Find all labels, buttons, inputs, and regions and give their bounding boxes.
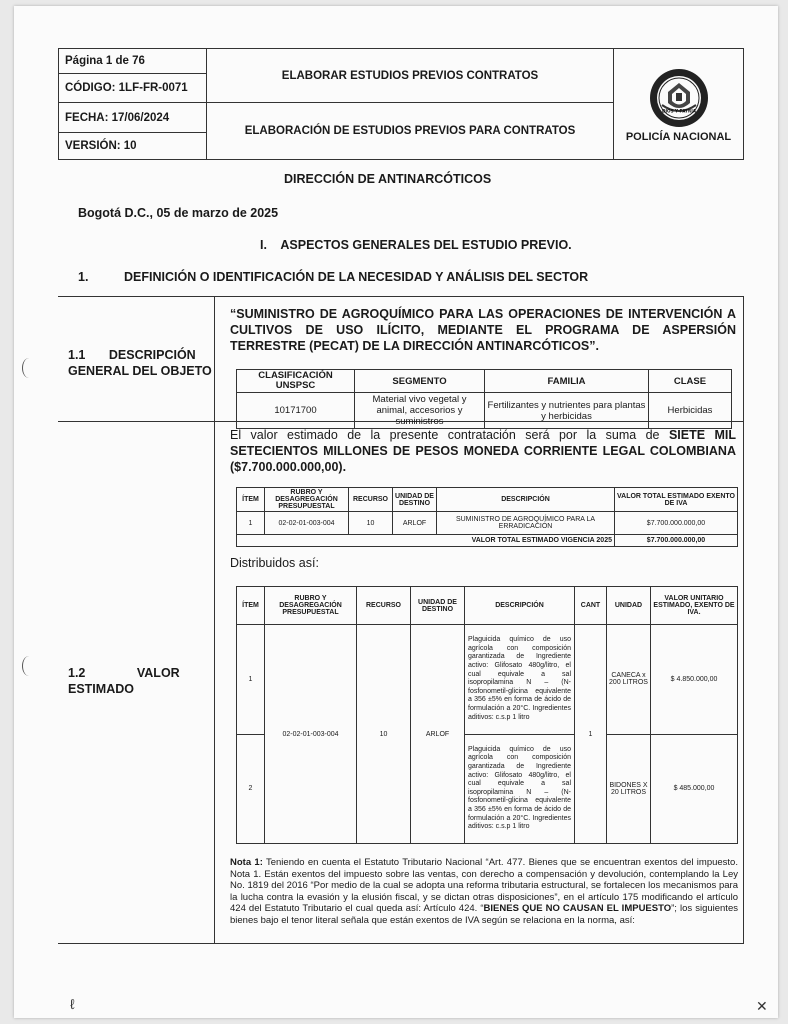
place-date: Bogotá D.C., 05 de marzo de 2025 xyxy=(78,206,279,220)
unspsc-header-clasificacion: CLASIFICACIÓN UNSPSC xyxy=(237,370,355,393)
unspsc-header-segmento: SEGMENTO xyxy=(355,370,485,393)
unspsc-familia: Fertilizantes y nutrientes para plantas y herbicidas xyxy=(485,393,649,429)
dist-valor-2: $ 485.000,00 xyxy=(651,734,738,844)
process-title: ELABORAR ESTUDIOS PREVIOS CONTRATOS xyxy=(207,49,614,103)
logo-label: POLICÍA NACIONAL xyxy=(625,131,732,143)
section-title: I. ASPECTOS GENERALES DEL ESTUDIO PREVIO. xyxy=(260,238,572,252)
nota-text-2: ”; los siguientes bienes bajo el tenor literal señala que están exentos de IVA según se relaciona en la norma, así: xyxy=(230,903,738,926)
dist-desc-1: Plaguicida químico de uso agrícola con composición garantizada de Ingrediente activo: Glifosato 480g/litro, el cual equivale a sal isopropilamina N – (N-fosfonometil-glicina equivalente a 356 ±5% en forma de ácido de formulación a 20°C. Ingredientes aditivos: c.s.p 1 litro xyxy=(465,625,575,735)
objeto-label-num: 1.1 xyxy=(68,348,86,362)
summary-valor: $7.700.000.000,00 xyxy=(615,512,738,534)
valor-text-intro: El valor estimado de la presente contratación será por la suma de xyxy=(230,428,669,442)
dist-valor-1: $ 4.850.000,00 xyxy=(651,625,738,735)
page-count: Página 1 de 76 xyxy=(59,49,207,74)
dist-item-2: 2 xyxy=(237,734,265,844)
unspsc-clase: Herbicidas xyxy=(649,393,732,429)
nota-text-1: Teniendo en cuenta el Estatuto Tributario Nacional “Art. 477. Bienes que se encuentran exentos del impuesto. Nota 1. Están exentos del impuesto sobre las ventas, con derecho a compensación y devolución, contemplando la Ley No. 1819 del 2016 “Por medio de la cual se adopta una reforma tributaria estructural, se fortalecen los mecanismos para la lucha contra la evasión y la elusión fiscal, y se dictan otras disposiciones”, en el artículo 175 modificando el artículo 424 del Estatuto Tributario el cual queda así: Artículo 424. “ xyxy=(230,857,738,915)
corner-mark: ✕ xyxy=(756,998,768,1014)
objeto-label xyxy=(68,347,212,379)
dist-unidad-2: BIDONES X 20 LITROS xyxy=(607,734,651,844)
summary-destino: ARLOF xyxy=(393,512,437,534)
document-date: FECHA: 17/06/2024 xyxy=(59,103,207,132)
summary-header-descripcion: DESCRIPCIÓN xyxy=(437,488,615,512)
summary-rubro: 02-02-01-003-004 xyxy=(265,512,349,534)
objeto-text: “SUMINISTRO DE AGROQUÍMICO PARA LAS OPERACIONES DE INTERVENCIÓN A CULTIVOS DE USO ILÍCITO, MEDIANTE EL PROGRAMA DE ASPERSIÓN TERRESTRE (PECAT) DE LA DIRECCIÓN ANTINARCÓTICOS”. xyxy=(230,307,736,353)
distribution-table xyxy=(236,586,738,844)
police-seal-icon xyxy=(648,67,710,129)
valor-label-word: VALOR xyxy=(136,666,180,680)
nota-bold: BIENES QUE NO CAUSAN EL IMPUESTO xyxy=(483,903,672,915)
binder-mark-bottom xyxy=(22,656,36,676)
valor-label-line2: ESTIMADO xyxy=(68,682,134,696)
summary-item: 1 xyxy=(237,512,265,534)
summary-total-label: VALOR TOTAL ESTIMADO VIGENCIA 2025 xyxy=(237,534,615,546)
summary-header-item: ÍTEM xyxy=(237,488,265,512)
nota-1 xyxy=(230,857,738,927)
binder-mark-top xyxy=(22,358,36,378)
summary-descripcion: SUMINISTRO DE AGROQUÍMICO PARA LA ERRADICACIÓN xyxy=(437,512,615,534)
distribuidos-label: Distribuidos así: xyxy=(230,556,319,570)
objeto-label-line2: GENERAL DEL OBJETO xyxy=(68,364,212,378)
dist-header-valor: VALOR UNITARIO ESTIMADO, EXENTO DE IVA. xyxy=(651,587,738,625)
subsection-number: 1. xyxy=(78,270,89,284)
dist-header-unidad: UNIDAD xyxy=(607,587,651,625)
signature-mark: ℓ xyxy=(70,996,75,1012)
subsection-title: DEFINICIÓN O IDENTIFICACIÓN DE LA NECESIDAD Y ANÁLISIS DEL SECTOR xyxy=(124,270,589,284)
document-version: VERSIÓN: 10 xyxy=(59,132,207,159)
dist-unidad-1: CANECA x 200 LITROS xyxy=(607,625,651,735)
valor-label-num: 1.2 xyxy=(68,666,86,680)
summary-header-rubro: RUBRO Y DESAGREGACIÓN PRESUPUESTAL xyxy=(265,488,349,512)
dist-rubro: 02-02-01-003-004 xyxy=(265,625,357,844)
dist-header-recurso: RECURSO xyxy=(357,587,411,625)
unspsc-table xyxy=(236,369,732,429)
dist-header-rubro: RUBRO Y DESAGREGACIÓN PRESUPUESTAL xyxy=(265,587,357,625)
dist-header-descripcion: DESCRIPCIÓN xyxy=(465,587,575,625)
dist-header-item: ÍTEM xyxy=(237,587,265,625)
valor-text-amount: SIETE MIL SETECIENTOS MILLONES DE PESOS MONEDA CORRIENTE LEGAL COLOMBIANA ($7.700.000.000,00). xyxy=(230,428,736,474)
seal-text: DIOS Y PATRIA xyxy=(661,108,696,114)
valor-text xyxy=(230,427,736,475)
document-title: ELABORACIÓN DE ESTUDIOS PREVIOS PARA CONTRATOS xyxy=(207,103,614,160)
nota-label: Nota 1: xyxy=(230,857,263,868)
unspsc-header-familia: FAMILIA xyxy=(485,370,649,393)
dist-desc-2: Plaguicida químico de uso agrícola con composición garantizada de Ingrediente activo: Glifosato 480g/litro, el cual equivale a sal isopropilamina N – (N-fosfonometil-glicina equivalente a 356 ±5% en forma de ácido de formulación a 20°C. Ingredientes aditivos: c.s.p 1 litro xyxy=(465,734,575,844)
summary-header-valor: VALOR TOTAL ESTIMADO EXENTO DE IVA xyxy=(615,488,738,512)
unspsc-header-clase: CLASE xyxy=(649,370,732,393)
study-table xyxy=(58,296,744,944)
objeto-label-line1: DESCRIPCIÓN xyxy=(108,348,196,362)
dist-header-cant: CANT xyxy=(575,587,607,625)
valor-summary-table xyxy=(236,487,738,547)
summary-total-value: $7.700.000.000,00 xyxy=(615,534,738,546)
column-divider xyxy=(214,297,215,943)
dist-cant: 1 xyxy=(575,625,607,844)
valor-label xyxy=(68,665,180,697)
document-header-table xyxy=(58,48,744,160)
logo-cell xyxy=(614,49,744,160)
direccion-title: DIRECCIÓN DE ANTINARCÓTICOS xyxy=(284,172,492,186)
document-code: CÓDIGO: 1LF-FR-0071 xyxy=(59,74,207,103)
dist-recurso: 10 xyxy=(357,625,411,844)
unspsc-segmento: Material vivo vegetal y animal, accesorios y suministros xyxy=(355,393,485,429)
unspsc-code: 10171700 xyxy=(237,393,355,429)
document-page xyxy=(14,6,778,1018)
summary-header-destino: UNIDAD DE DESTINO xyxy=(393,488,437,512)
dist-destino: ARLOF xyxy=(411,625,465,844)
dist-header-destino: UNIDAD DE DESTINO xyxy=(411,587,465,625)
summary-header-recurso: RECURSO xyxy=(349,488,393,512)
summary-recurso: 10 xyxy=(349,512,393,534)
dist-item-1: 1 xyxy=(237,625,265,735)
